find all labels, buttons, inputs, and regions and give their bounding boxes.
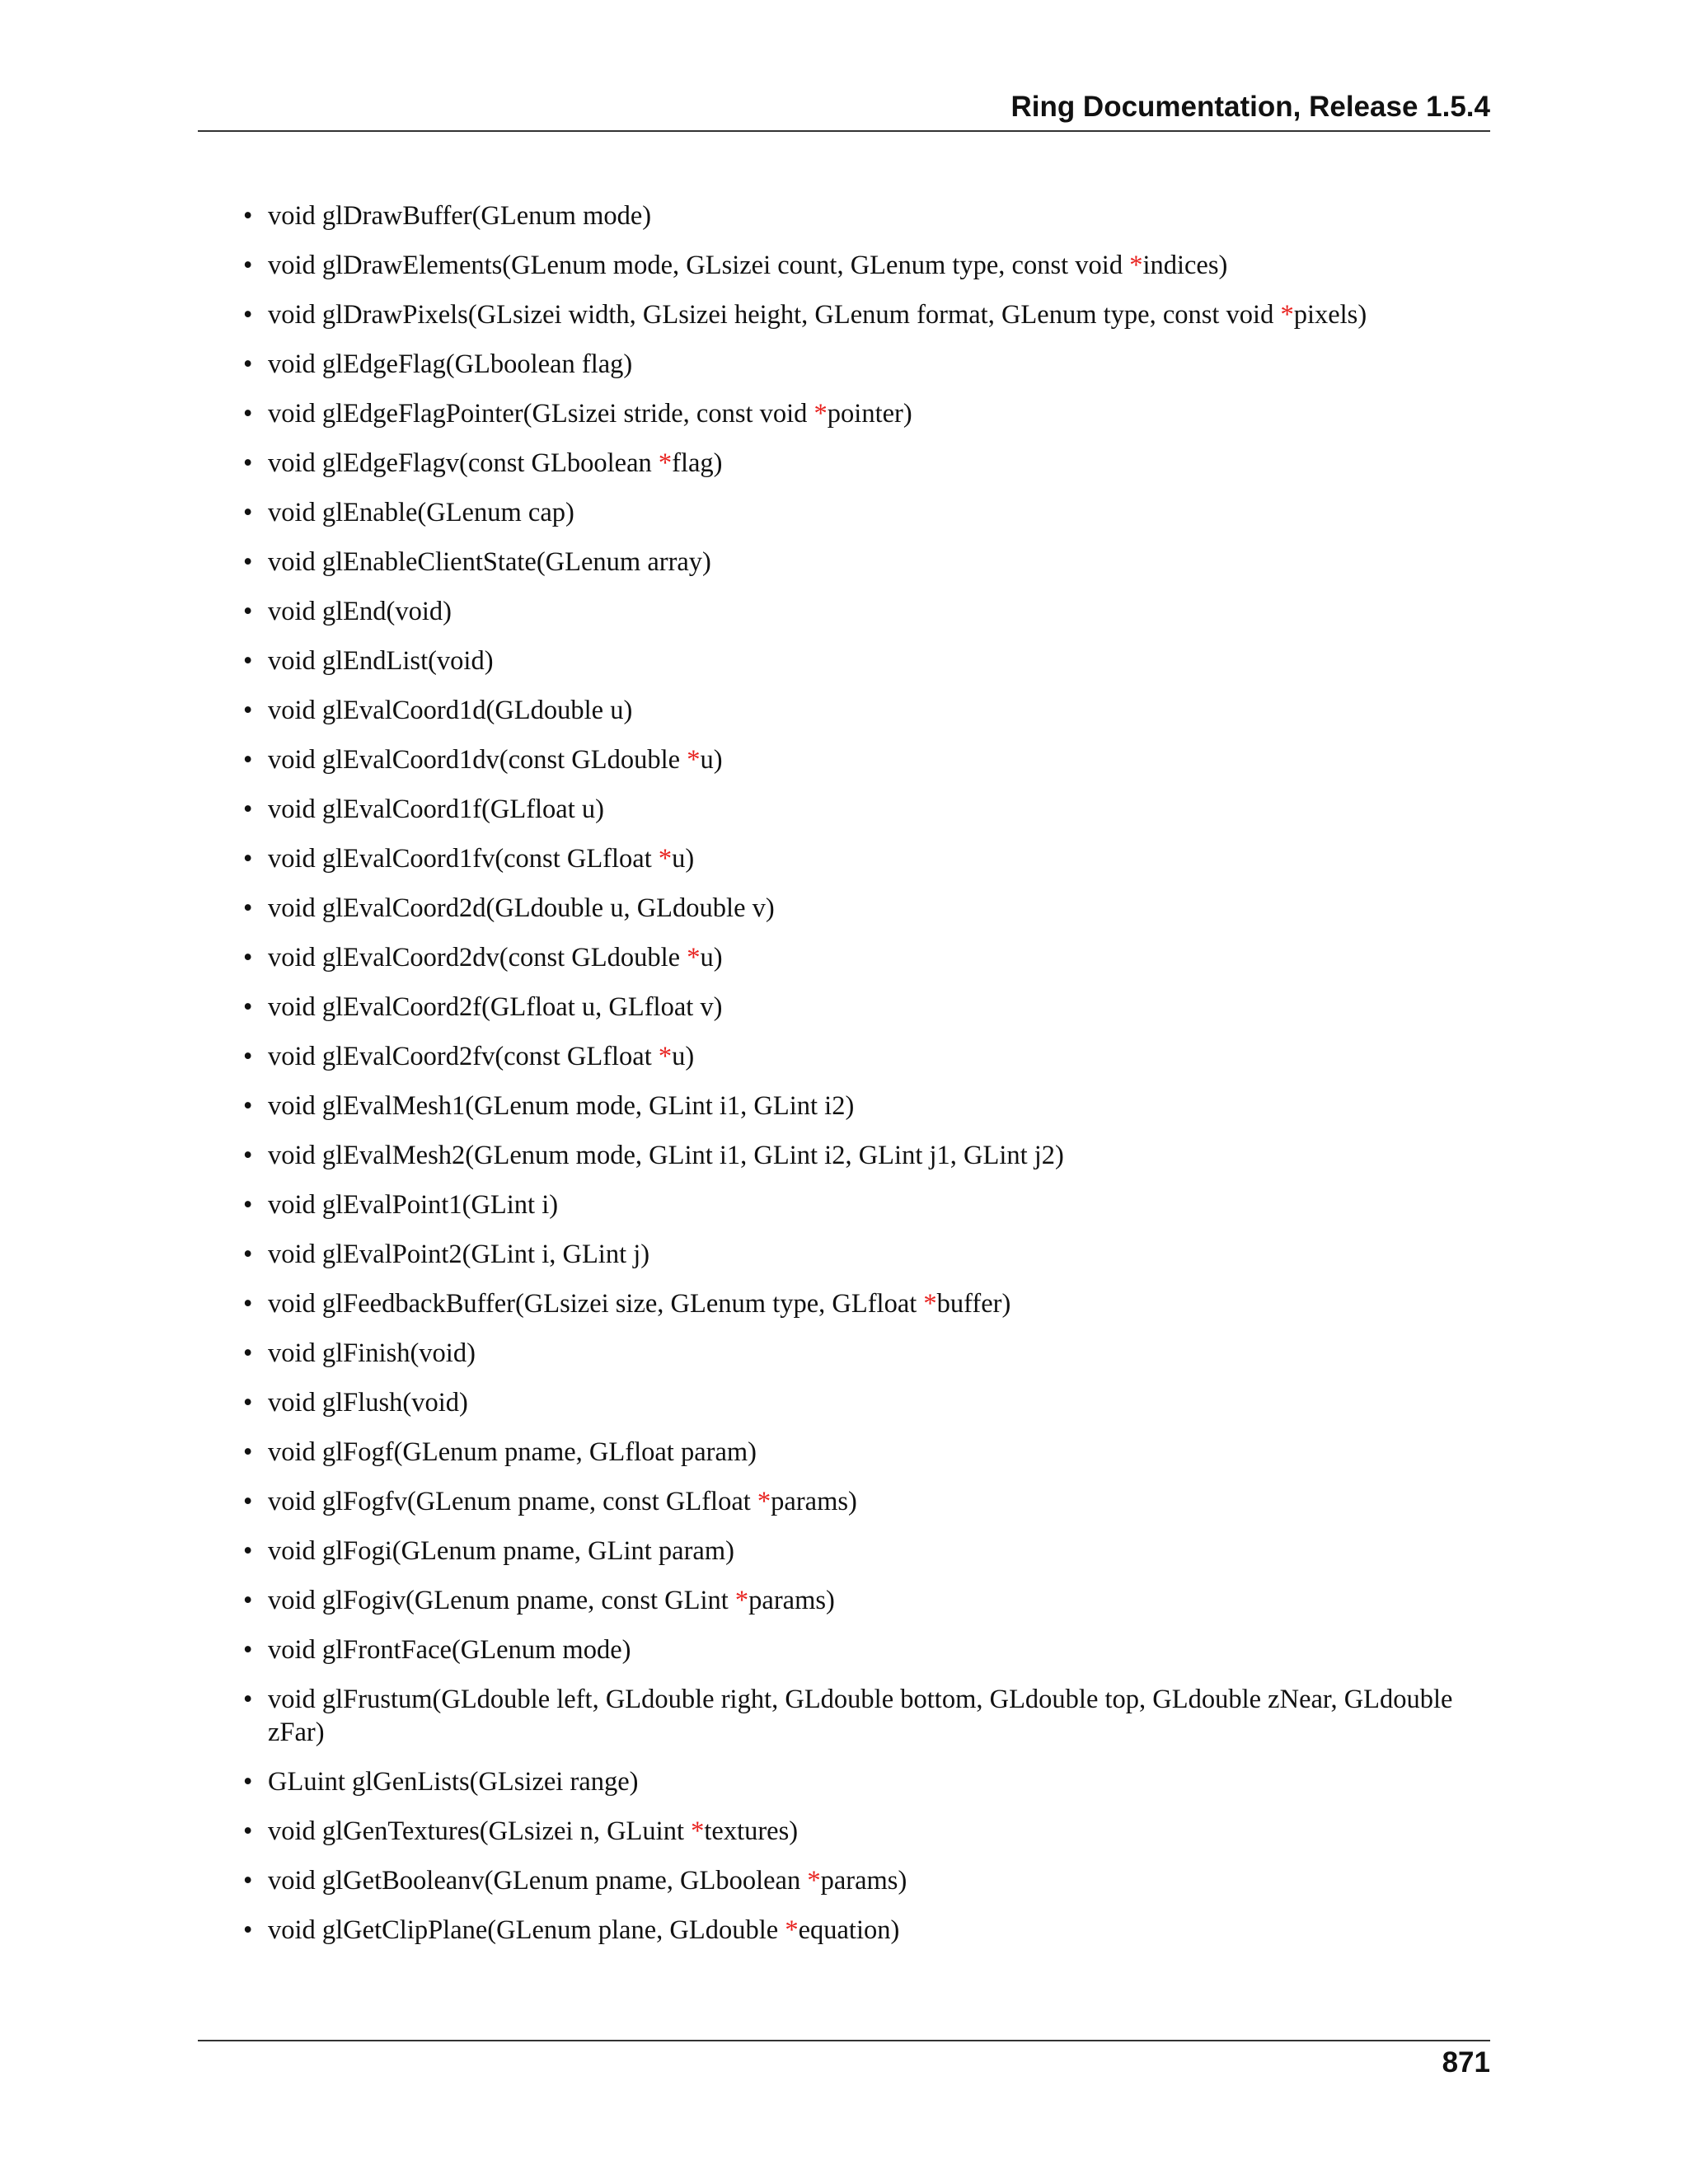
function-list — [243, 199, 1496, 1963]
running-header: Ring Documentation, Release 1.5.4 — [1010, 91, 1490, 123]
pointer-asterisk: * — [658, 844, 673, 874]
bullet-icon: • — [243, 992, 253, 1022]
bullet-icon: • — [243, 745, 253, 775]
function-signature-tail: params) — [748, 1586, 835, 1615]
list-item — [243, 1386, 1496, 1419]
bullet-icon: • — [243, 1141, 253, 1170]
pointer-asterisk: * — [814, 399, 828, 429]
bullet-icon: • — [243, 498, 253, 527]
function-signature-tail: equation) — [798, 1915, 900, 1945]
pointer-asterisk: * — [785, 1915, 799, 1945]
bullet-icon: • — [243, 1816, 253, 1846]
function-signature: void glEdgeFlag(GLboolean flag) — [268, 349, 633, 379]
function-signature: void glDrawElements(GLenum mode, GLsizei count, GLenum type, const void — [268, 251, 1130, 280]
header-rule — [198, 130, 1490, 132]
bullet-icon: • — [243, 696, 253, 725]
bullet-icon: • — [243, 1240, 253, 1269]
bullet-icon: • — [243, 1866, 253, 1896]
pointer-asterisk: * — [923, 1289, 937, 1319]
footer-rule — [198, 2040, 1490, 2041]
function-signature: void glEnd(void) — [268, 597, 452, 626]
bullet-icon: • — [243, 300, 253, 330]
bullet-icon: • — [243, 893, 253, 923]
list-item — [243, 546, 1496, 579]
function-signature-tail: buffer) — [936, 1289, 1011, 1319]
list-item — [243, 1584, 1496, 1617]
bullet-icon: • — [243, 1338, 253, 1368]
function-signature-tail: u) — [700, 745, 723, 775]
list-item — [243, 1238, 1496, 1271]
list-item — [243, 1633, 1496, 1666]
bullet-icon: • — [243, 547, 253, 577]
bullet-icon: • — [243, 1289, 253, 1319]
bullet-icon: • — [243, 1586, 253, 1615]
list-item — [243, 397, 1496, 430]
bullet-icon: • — [243, 794, 253, 824]
function-signature-tail: textures) — [704, 1816, 799, 1846]
function-signature: void glFogiv(GLenum pname, const GLint — [268, 1586, 735, 1615]
pointer-asterisk: * — [757, 1487, 771, 1516]
function-signature: void glEvalCoord2d(GLdouble u, GLdouble v) — [268, 893, 775, 923]
list-item — [243, 1287, 1496, 1320]
function-signature: GLuint glGenLists(GLsizei range) — [268, 1767, 639, 1797]
list-item — [243, 1815, 1496, 1848]
bullet-icon: • — [243, 448, 253, 478]
bullet-icon: • — [243, 201, 253, 231]
bullet-icon: • — [243, 1487, 253, 1516]
function-signature: void glEvalPoint1(GLint i) — [268, 1190, 559, 1220]
function-signature: void glEndList(void) — [268, 646, 494, 676]
function-signature: void glFlush(void) — [268, 1388, 468, 1418]
function-signature: void glEvalCoord2fv(const GLfloat — [268, 1042, 659, 1071]
list-item — [243, 842, 1496, 875]
bullet-icon: • — [243, 1091, 253, 1121]
page-number: 871 — [1442, 2046, 1490, 2079]
pointer-asterisk: * — [691, 1816, 705, 1846]
function-signature: void glFrustum(GLdouble left, GLdouble right, GLdouble bottom, GLdouble top, GLdouble zNear, GLdouble zFar) — [268, 1685, 1453, 1747]
bullet-icon: • — [243, 1190, 253, 1220]
function-signature-tail: flag) — [672, 448, 723, 478]
bullet-icon: • — [243, 1536, 253, 1566]
bullet-icon: • — [243, 1388, 253, 1418]
list-item — [243, 892, 1496, 925]
function-signature: void glDrawBuffer(GLenum mode) — [268, 201, 652, 231]
list-item — [243, 1139, 1496, 1172]
function-signature: void glEvalMesh2(GLenum mode, GLint i1, GLint i2, GLint j1, GLint j2) — [268, 1141, 1064, 1170]
list-item — [243, 1485, 1496, 1518]
bullet-icon: • — [243, 1042, 253, 1071]
list-item — [243, 743, 1496, 776]
list-item — [243, 348, 1496, 381]
bullet-icon: • — [243, 844, 253, 874]
function-signature-tail: u) — [700, 943, 723, 972]
function-signature: void glFogfv(GLenum pname, const GLfloat — [268, 1487, 757, 1516]
list-item — [243, 1535, 1496, 1568]
list-item — [243, 1188, 1496, 1221]
function-signature-tail: params) — [771, 1487, 857, 1516]
list-item — [243, 249, 1496, 282]
function-signature: void glEnableClientState(GLenum array) — [268, 547, 711, 577]
function-signature: void glEvalCoord2f(GLfloat u, GLfloat v) — [268, 992, 723, 1022]
function-signature: void glDrawPixels(GLsizei width, GLsizei height, GLenum format, GLenum type, const void — [268, 300, 1281, 330]
list-item — [243, 941, 1496, 974]
bullet-icon: • — [243, 1685, 253, 1714]
function-signature-tail: indices) — [1142, 251, 1228, 280]
function-signature: void glEnable(GLenum cap) — [268, 498, 574, 527]
list-item — [243, 595, 1496, 628]
pointer-asterisk: * — [687, 943, 701, 972]
pointer-asterisk: * — [1280, 300, 1294, 330]
list-item — [243, 298, 1496, 331]
function-signature: void glEdgeFlagPointer(GLsizei stride, const void — [268, 399, 814, 429]
function-signature: void glEvalMesh1(GLenum mode, GLint i1, GLint i2) — [268, 1091, 855, 1121]
function-signature-tail: pointer) — [827, 399, 912, 429]
bullet-icon: • — [243, 597, 253, 626]
function-signature: void glFogi(GLenum pname, GLint param) — [268, 1536, 734, 1566]
function-signature-tail: params) — [820, 1866, 907, 1896]
function-signature-tail: pixels) — [1293, 300, 1367, 330]
bullet-icon: • — [243, 1437, 253, 1467]
list-item — [243, 1683, 1496, 1749]
bullet-icon: • — [243, 349, 253, 379]
function-signature: void glFogf(GLenum pname, GLfloat param) — [268, 1437, 757, 1467]
bullet-icon: • — [243, 943, 253, 972]
pointer-asterisk: * — [807, 1866, 821, 1896]
list-item — [243, 1864, 1496, 1897]
list-item — [243, 1090, 1496, 1122]
function-signature: void glEdgeFlagv(const GLboolean — [268, 448, 659, 478]
list-item — [243, 644, 1496, 677]
bullet-icon: • — [243, 1635, 253, 1665]
function-signature: void glFinish(void) — [268, 1338, 476, 1368]
list-item — [243, 199, 1496, 232]
pointer-asterisk: * — [658, 448, 673, 478]
list-item — [243, 1436, 1496, 1469]
bullet-icon: • — [243, 1767, 253, 1797]
list-item — [243, 1914, 1496, 1947]
list-item — [243, 447, 1496, 480]
function-signature: void glEvalCoord1f(GLfloat u) — [268, 794, 604, 824]
function-signature: void glGenTextures(GLsizei n, GLuint — [268, 1816, 692, 1846]
list-item — [243, 496, 1496, 529]
bullet-icon: • — [243, 399, 253, 429]
pointer-asterisk: * — [687, 745, 701, 775]
list-item — [243, 1765, 1496, 1798]
function-signature: void glEvalCoord1dv(const GLdouble — [268, 745, 687, 775]
function-signature: void glEvalCoord1d(GLdouble u) — [268, 696, 633, 725]
list-item — [243, 694, 1496, 727]
function-signature-tail: u) — [672, 844, 695, 874]
function-signature-tail: u) — [672, 1042, 695, 1071]
function-signature: void glFeedbackBuffer(GLsizei size, GLenum type, GLfloat — [268, 1289, 924, 1319]
function-signature: void glGetBooleanv(GLenum pname, GLboolean — [268, 1866, 808, 1896]
function-signature: void glFrontFace(GLenum mode) — [268, 1635, 631, 1665]
list-item — [243, 991, 1496, 1024]
bullet-icon: • — [243, 646, 253, 676]
list-item — [243, 1040, 1496, 1073]
function-signature: void glEvalCoord2dv(const GLdouble — [268, 943, 687, 972]
pointer-asterisk: * — [734, 1586, 749, 1615]
pointer-asterisk: * — [658, 1042, 673, 1071]
function-signature: void glGetClipPlane(GLenum plane, GLdouble — [268, 1915, 785, 1945]
function-signature: void glEvalCoord1fv(const GLfloat — [268, 844, 659, 874]
pointer-asterisk: * — [1129, 251, 1143, 280]
function-signature: void glEvalPoint2(GLint i, GLint j) — [268, 1240, 650, 1269]
list-item — [243, 1337, 1496, 1370]
bullet-icon: • — [243, 251, 253, 280]
list-item — [243, 793, 1496, 826]
bullet-icon: • — [243, 1915, 253, 1945]
